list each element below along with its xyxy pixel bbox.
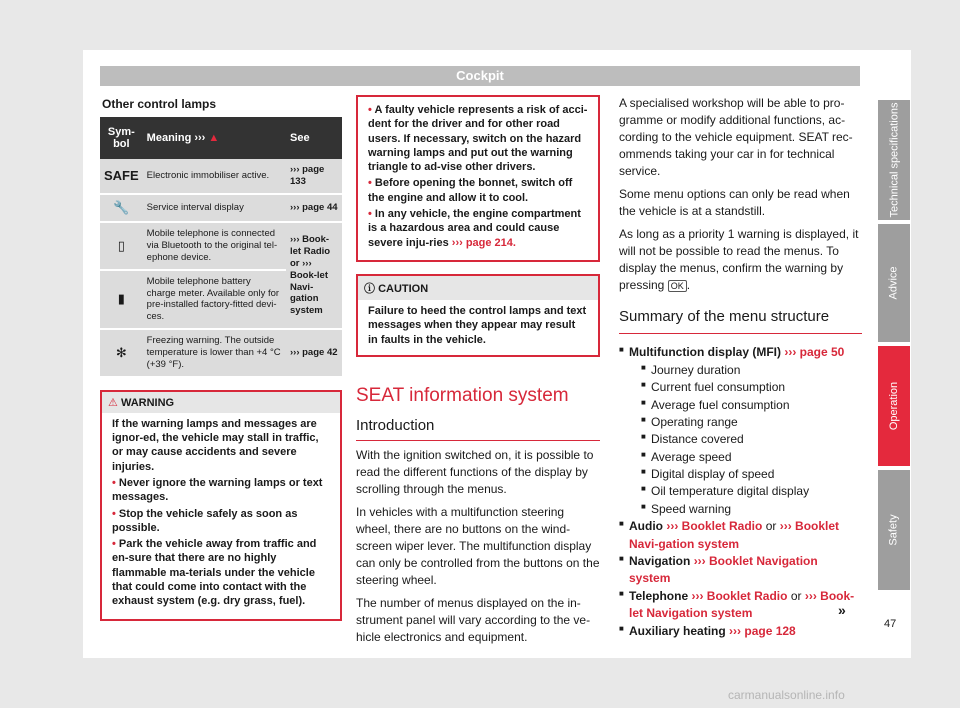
warning-bullet: • In any vehicle, the engine compartment is a hazardous area and could cause severe inju-ries ››› page 214. [368, 208, 581, 249]
warning-lead: If the warning lamps and messages are ignor-ed, the vehicle may stall in traffic, or may cause accidents and severe injuries. [112, 417, 319, 473]
battery-icon: ▮ [100, 270, 143, 330]
list-item: ■ Average speed [629, 449, 862, 466]
summary-title: Summary of the menu structure [619, 308, 862, 334]
page-header: Cockpit [100, 66, 860, 86]
wrench-icon: 🔧 [100, 194, 143, 222]
list-item: ■ Average fuel consumption [629, 397, 862, 414]
tab-technical-specifications[interactable]: Technical specifications [878, 100, 910, 220]
paragraph: Some menu options can only be read when the vehicle is at a standstill. [619, 187, 850, 219]
warning-bullet: • Stop the vehicle safely as soon as possible. [112, 507, 298, 534]
list-item: ■ Auxiliary heating ››› page 128 [619, 623, 862, 640]
row-see: ››› page 133 [286, 159, 342, 194]
list-item: ■ Telephone ››› Booklet Radio or ››› Book-let Navigation system [619, 588, 862, 623]
paragraph: With the ignition switched on, it is possible to read the different functions of the display by scrolling through the menus. [356, 447, 594, 496]
continue-icon: » [838, 602, 846, 618]
control-lamps-table [100, 117, 342, 378]
warning-bullet: • Park the vehicle away from traffic and en-sure that there are no highly flammable ma-terials under the vehicle that could come into contact with the exhaust system (e.g. dry grass, fuel). [112, 538, 317, 608]
row-meaning: Electronic immobiliser active. [143, 159, 286, 194]
page-ref-link[interactable]: ››› page 214. [451, 236, 516, 249]
col-meaning: Meaning ››› ▲ [143, 117, 286, 159]
warning-triangle-icon: ▲ [208, 132, 220, 144]
warning-bullet: • Never ignore the warning lamps or text messages. [112, 476, 323, 504]
watermark: carmanualsonline.info [728, 688, 845, 702]
safe-icon: SAFE [100, 159, 143, 194]
caution-title: ⓘ CAUTION [358, 276, 598, 300]
tab-safety[interactable]: Safety [878, 470, 910, 590]
table-row [100, 329, 342, 377]
list-item: ■ Oil temperature digital display [629, 483, 862, 500]
tab-advice[interactable]: Advice [878, 224, 910, 342]
menu-structure-list [619, 344, 862, 640]
list-item: ■ Multifunction display (MFI) ››› page 50 ■ Journey duration ■ Current fuel consumption ■ Average fuel consumption ■ Operating range ■ Distance covered ■ Average speed ■ Digital display of speed ■ Oil temperature digital display ■ Speed warning [619, 344, 862, 518]
table-row [100, 194, 342, 222]
table-row [100, 222, 342, 270]
control-lamps-heading: Other control lamps [102, 97, 217, 111]
warning-title: ⚠ WARNING [102, 392, 340, 413]
phone-icon: ▯ [100, 222, 143, 270]
warning-triangle-icon: ⚠ [108, 396, 118, 409]
column-1 [100, 95, 342, 621]
row-see: ››› page 44 [286, 194, 342, 222]
row-see: ››› page 42 [286, 329, 342, 377]
row-see: ››› Book-let Radio or ››› Book-let Navi-gation system [286, 222, 342, 329]
snowflake-icon: ✻ [100, 329, 143, 377]
paragraph: In vehicles with a multifunction steering wheel, there are no buttons on the wind-screen wiper lever. The multifunction display can only be controlled from the buttons on the steering wheel. [356, 504, 600, 588]
list-item: ■ Navigation ››› Booklet Navigation system [619, 553, 862, 588]
warning-box-continued [356, 95, 600, 262]
list-item: ■ Operating range [629, 414, 862, 431]
list-item: ■ Audio ››› Booklet Radio or ››› Booklet Navi-gation system [619, 518, 862, 553]
caution-text: Failure to heed the control lamps and text messages when they appear may result in faults in the vehicle. [368, 304, 587, 346]
page-ref-link[interactable]: ››› page 50 [784, 345, 845, 360]
warning-bullet: • Before opening the bonnet, switch off the engine and allow it to cool. [368, 177, 573, 204]
row-meaning: Mobile telephone is connected via Bluetooth to the original tel-ephone device. [143, 222, 286, 270]
row-meaning: Freezing warning. The outside temperature is lower than +4 °C (+39 °F). [143, 329, 286, 377]
list-item: ■ Current fuel consumption [629, 379, 862, 396]
paragraph: The number of menus displayed on the in-strument panel will vary according to the ve-hicle electronics and equipment. [356, 596, 591, 645]
list-item: ■ Journey duration [629, 362, 862, 379]
ok-key-icon: OK [668, 280, 687, 292]
warning-box [100, 390, 342, 621]
tab-operation[interactable]: Operation [878, 346, 910, 466]
column-3 [619, 95, 862, 640]
list-item: ■ Distance covered [629, 431, 862, 448]
column-2 [356, 95, 600, 652]
col-symbol: Sym-bol [100, 117, 143, 159]
section-title: SEAT information system [356, 384, 569, 406]
col-see: See [286, 117, 342, 159]
row-meaning: Mobile telephone battery charge meter. Available only for pre-installed factory-fitted devi-ces. [143, 270, 286, 330]
caution-box [356, 274, 600, 357]
caution-icon: ⓘ [364, 282, 375, 295]
paragraph: A specialised workshop will be able to pro-gramme or modify additional functions, ac-cording to the vehicle equipment. SEAT rec-ommends taking your car in for technical service. [619, 96, 853, 179]
page-number: 47 [884, 618, 897, 630]
table-header-row [100, 117, 342, 159]
row-meaning: Service interval display [143, 194, 286, 222]
list-item: ■ Speed warning [629, 501, 862, 518]
warning-bullet: • A faulty vehicle represents a risk of acci-dent for the driver and for other road users. If necessary, switch on the hazard warning lamps and put out the warning triangle to ad-vise other drivers. [368, 104, 588, 174]
table-row [100, 159, 342, 194]
section-subtitle: Introduction [356, 417, 600, 441]
list-item: ■ Digital display of speed [629, 466, 862, 483]
paragraph: As long as a priority 1 warning is displayed, it will not be possible to read the menus. To display the menus, confirm the warning by pressing OK . [619, 227, 859, 293]
